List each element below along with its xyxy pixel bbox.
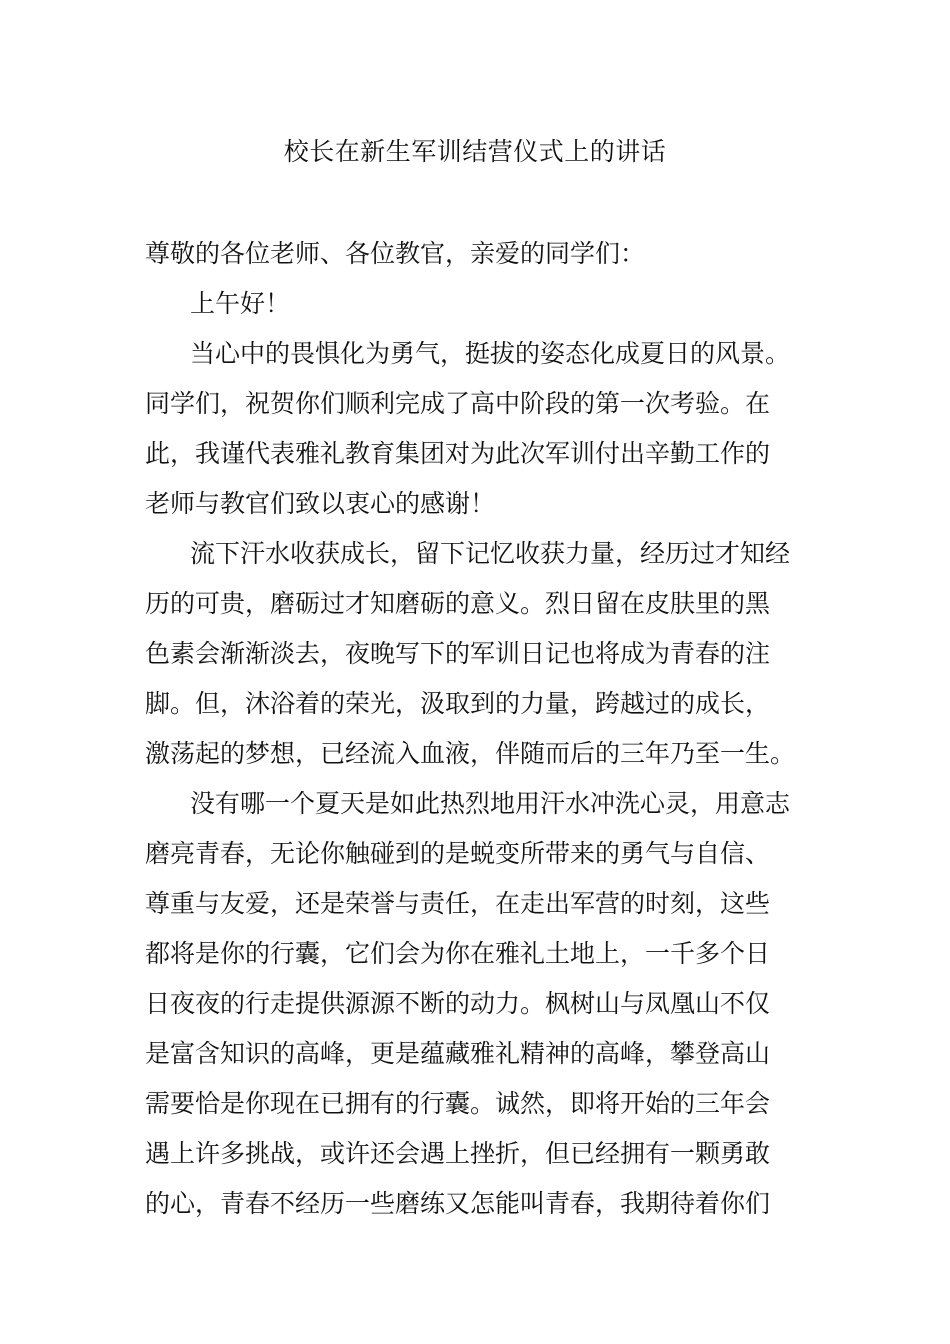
paragraph-line: 的心，青春不经历一些磨练又怎能叫青春，我期待着你们 xyxy=(145,1189,771,1218)
paragraph-line: 色素会渐渐淡去，夜晚写下的军训日记也将成为青春的注 xyxy=(145,639,771,668)
paragraph-line: 流下汗水收获成长，留下记忆收获力量，经历过才知经 xyxy=(190,539,791,568)
greeting-line: 上午好！ xyxy=(190,289,291,318)
paragraph-line: 需要恰是你现在已拥有的行囊。诚然，即将开始的三年会 xyxy=(145,1089,771,1118)
paragraph-line: 遇上许多挑战，或许还会遇上挫折，但已经拥有一颗勇敢 xyxy=(145,1139,771,1168)
salutation-line: 尊敬的各位老师、各位教官，亲爱的同学们： xyxy=(145,239,646,268)
paragraph-line: 同学们，祝贺你们顺利完成了高中阶段的第一次考验。在 xyxy=(145,389,771,418)
paragraph-line: 磨亮青春，无论你触碰到的是蜕变所带来的勇气与自信、 xyxy=(145,839,771,868)
document-title: 校长在新生军训结营仪式上的讲话 xyxy=(283,137,667,166)
paragraph-line: 此，我谨代表雅礼教育集团对为此次军训付出辛勤工作的 xyxy=(145,439,771,468)
paragraph-line: 老师与教官们致以衷心的感谢！ xyxy=(145,489,496,518)
paragraph-line: 激荡起的梦想，已经流入血液，伴随而后的三年乃至一生。 xyxy=(145,739,796,768)
paragraph-line: 日夜夜的行走提供源源不断的动力。枫树山与凤凰山不仅 xyxy=(145,989,771,1018)
document-body xyxy=(145,229,815,1229)
paragraph-line: 没有哪一个夏天是如此热烈地用汗水冲洗心灵，用意志 xyxy=(190,789,791,818)
paragraph-line: 尊重与友爱，还是荣誉与责任，在走出军营的时刻，这些 xyxy=(145,889,771,918)
paragraph-line: 是富含知识的高峰，更是蕴藏雅礼精神的高峰，攀登高山 xyxy=(145,1039,771,1068)
paragraph-line: 历的可贵，磨砺过才知磨砺的意义。烈日留在皮肤里的黑 xyxy=(145,589,771,618)
paragraph-line: 都将是你的行囊，它们会为你在雅礼土地上，一千多个日 xyxy=(145,939,771,968)
paragraph-line: 脚。但，沐浴着的荣光，汲取到的力量，跨越过的成长， xyxy=(145,689,771,718)
paragraph-line: 当心中的畏惧化为勇气，挺拔的姿态化成夏日的风景。 xyxy=(190,339,791,368)
